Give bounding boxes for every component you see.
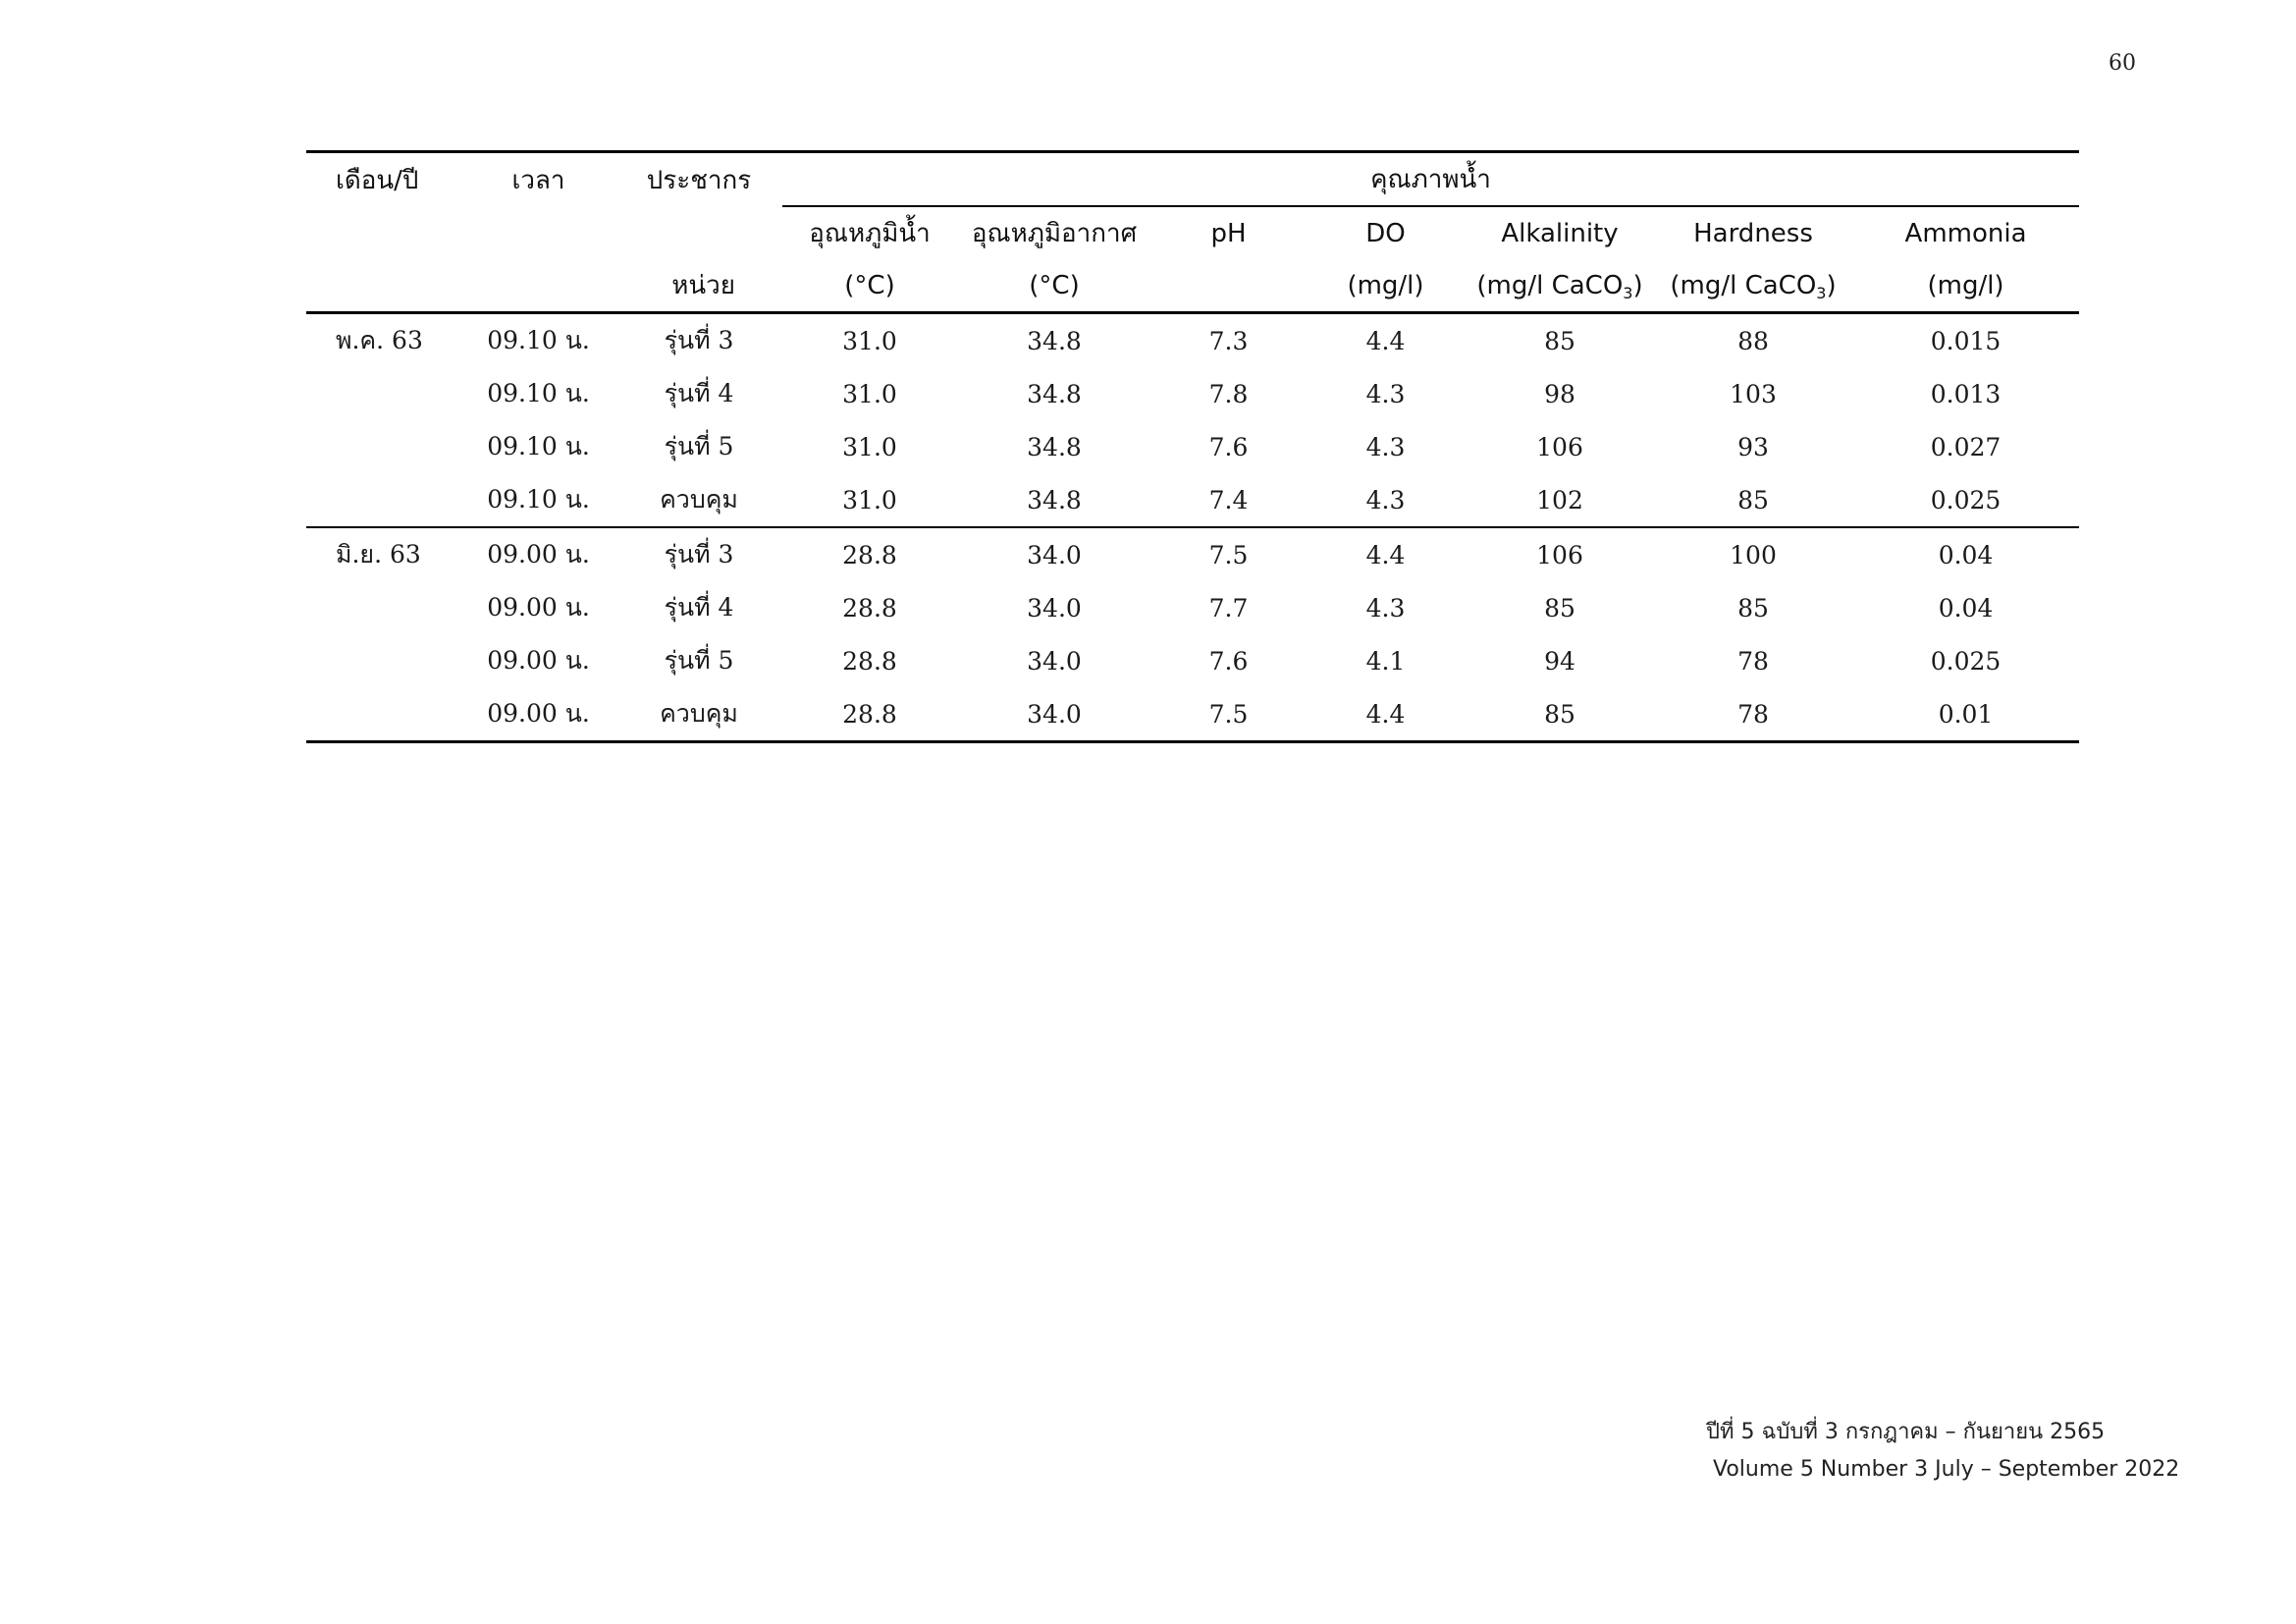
table-row — [306, 527, 2079, 581]
cell-population: รุ่นที่ 4 — [664, 593, 734, 622]
cell-air-temp: 34.0 — [957, 527, 1151, 581]
cell-time: 09.10 น. — [487, 485, 590, 514]
cell-month — [306, 420, 461, 473]
unit-alkalinity-subscript: 3 — [1623, 283, 1633, 302]
cell-do: 4.3 — [1365, 432, 1406, 461]
unit-do: (mg/l) — [1306, 259, 1466, 313]
header-empty — [306, 259, 461, 313]
cell-water-temp: 28.8 — [782, 687, 957, 742]
cell-water-temp: 31.0 — [842, 485, 897, 514]
cell-time: 09.00 น. — [487, 646, 590, 675]
cell-do: 4.3 — [1365, 379, 1406, 408]
cell-time: 09.00 น. — [461, 687, 615, 742]
header-air-temp: อุณหภูมิอากาศ — [971, 219, 1138, 248]
table-row — [306, 581, 2079, 634]
cell-month: พ.ค. 63 — [336, 326, 423, 354]
cell-water-temp: 31.0 — [842, 432, 897, 461]
cell-month — [306, 581, 461, 634]
cell-ph: 7.5 — [1151, 687, 1306, 742]
cell-time: 09.10 น. — [487, 326, 590, 354]
cell-month — [306, 634, 461, 687]
cell-ammonia: 0.01 — [1852, 687, 2079, 742]
cell-air-temp: 34.8 — [1027, 326, 1082, 355]
cell-water-temp: 31.0 — [842, 379, 897, 408]
cell-population: รุ่นที่ 5 — [664, 646, 734, 675]
header-water-temp: อุณหภูมิน้ำ — [809, 219, 931, 248]
cell-air-temp: 34.0 — [1027, 646, 1082, 676]
cell-population: รุ่นที่ 3 — [664, 326, 734, 354]
header-empty — [461, 259, 615, 313]
cell-do: 4.1 — [1365, 646, 1406, 676]
cell-hardness: 100 — [1654, 527, 1852, 581]
table-row — [306, 313, 2079, 368]
unit-alkalinity-close: ) — [1632, 270, 1643, 300]
header-empty — [615, 206, 782, 259]
unit-water-temp: (°C) — [782, 259, 957, 313]
cell-water-temp: 28.8 — [782, 527, 957, 581]
page-number: 60 — [2109, 51, 2136, 76]
cell-population: ควบคุม — [615, 687, 782, 742]
header-water-quality-group: คุณภาพน้ำ — [782, 152, 2079, 207]
cell-ammonia: 0.025 — [1930, 485, 2002, 514]
unit-ph — [1151, 259, 1306, 313]
cell-ph: 7.7 — [1208, 593, 1249, 623]
cell-ammonia: 0.04 — [1852, 527, 2079, 581]
cell-air-temp: 34.8 — [1027, 485, 1082, 514]
cell-ammonia: 0.025 — [1930, 646, 2002, 676]
cell-ph: 7.8 — [1208, 379, 1249, 408]
header-empty — [461, 206, 615, 259]
cell-ph: 7.5 — [1151, 527, 1306, 581]
cell-population: รุ่นที่ 5 — [664, 432, 734, 460]
cell-population: รุ่นที่ 3 — [615, 527, 782, 581]
cell-ammonia: 0.04 — [1938, 593, 1994, 623]
cell-alkalinity: 85 — [1466, 687, 1654, 742]
cell-alkalinity: 85 — [1544, 593, 1575, 623]
table-row — [306, 473, 2079, 527]
cell-month — [306, 687, 461, 742]
table-row — [306, 367, 2079, 420]
cell-alkalinity: 94 — [1544, 646, 1575, 676]
cell-air-temp: 34.0 — [957, 687, 1151, 742]
cell-hardness: 93 — [1737, 432, 1769, 461]
cell-hardness: 88 — [1737, 326, 1769, 355]
cell-do: 4.4 — [1365, 326, 1406, 355]
table-body — [306, 313, 2079, 742]
header-time: เวลา — [461, 152, 615, 207]
table-header — [306, 152, 2079, 313]
table-row — [306, 634, 2079, 687]
cell-ph: 7.6 — [1208, 646, 1249, 676]
cell-month — [306, 367, 461, 420]
header-ammonia: Ammonia — [1904, 218, 2027, 248]
cell-month — [306, 473, 461, 527]
water-quality-table — [306, 150, 2079, 743]
cell-time: 09.00 น. — [487, 593, 590, 622]
cell-air-temp: 34.8 — [1027, 379, 1082, 408]
cell-time: 09.10 น. — [487, 379, 590, 407]
cell-do: 4.4 — [1306, 527, 1466, 581]
cell-water-temp: 31.0 — [842, 326, 897, 355]
footer-english-volume: Volume 5 Number 3 July – September 2022 — [1713, 1457, 2180, 1482]
water-quality-table-wrapper — [306, 150, 2079, 743]
cell-hardness: 85 — [1737, 593, 1769, 623]
unit-hardness — [1654, 259, 1852, 313]
cell-alkalinity: 85 — [1544, 326, 1575, 355]
cell-ammonia: 0.013 — [1930, 379, 2002, 408]
cell-do: 4.3 — [1365, 593, 1406, 623]
header-month-year: เดือน/ปี — [306, 152, 461, 207]
cell-population: รุ่นที่ 4 — [664, 379, 734, 407]
cell-ph: 7.6 — [1208, 432, 1249, 461]
cell-water-temp: 28.8 — [842, 646, 897, 676]
unit-hardness-subscript: 3 — [1816, 283, 1827, 302]
cell-month: มิ.ย. 63 — [306, 527, 461, 581]
unit-hardness-close: ) — [1826, 270, 1837, 300]
header-empty — [306, 206, 461, 259]
cell-ph: 7.4 — [1208, 485, 1249, 514]
cell-hardness: 85 — [1737, 485, 1769, 514]
table-row — [306, 420, 2079, 473]
unit-alkalinity — [1466, 259, 1654, 313]
header-unit-label: หน่วย — [615, 259, 782, 313]
cell-alkalinity: 98 — [1544, 379, 1575, 408]
header-do: DO — [1365, 218, 1406, 248]
cell-ammonia: 0.015 — [1930, 326, 2002, 355]
unit-hardness-text: (mg/l CaCO — [1670, 270, 1817, 300]
cell-do: 4.4 — [1306, 687, 1466, 742]
unit-air-temp: (°C) — [957, 259, 1151, 313]
cell-water-temp: 28.8 — [842, 593, 897, 623]
unit-alkalinity-text: (mg/l CaCO — [1476, 270, 1624, 300]
cell-ph: 7.3 — [1208, 326, 1249, 355]
cell-alkalinity: 106 — [1466, 527, 1654, 581]
header-alkalinity: Alkalinity — [1501, 218, 1619, 248]
cell-population: ควบคุม — [660, 485, 738, 514]
cell-hardness: 78 — [1737, 646, 1769, 676]
cell-hardness: 78 — [1654, 687, 1852, 742]
cell-ammonia: 0.027 — [1930, 432, 2002, 461]
footer-thai-volume: ปีที่ 5 ฉบับที่ 3 กรกฎาคม – กันยายน 2565 — [1706, 1420, 2106, 1444]
cell-do: 4.3 — [1365, 485, 1406, 514]
header-population: ประชากร — [615, 152, 782, 207]
cell-time: 09.10 น. — [487, 432, 590, 460]
cell-air-temp: 34.0 — [1027, 593, 1082, 623]
cell-air-temp: 34.8 — [1027, 432, 1082, 461]
cell-hardness: 103 — [1730, 379, 1777, 408]
unit-ammonia: (mg/l) — [1852, 259, 2079, 313]
table-row — [306, 687, 2079, 742]
header-hardness: Hardness — [1693, 218, 1813, 248]
cell-time: 09.00 น. — [461, 527, 615, 581]
header-ph: pH — [1210, 218, 1247, 248]
cell-alkalinity: 102 — [1536, 485, 1583, 514]
cell-alkalinity: 106 — [1536, 432, 1583, 461]
